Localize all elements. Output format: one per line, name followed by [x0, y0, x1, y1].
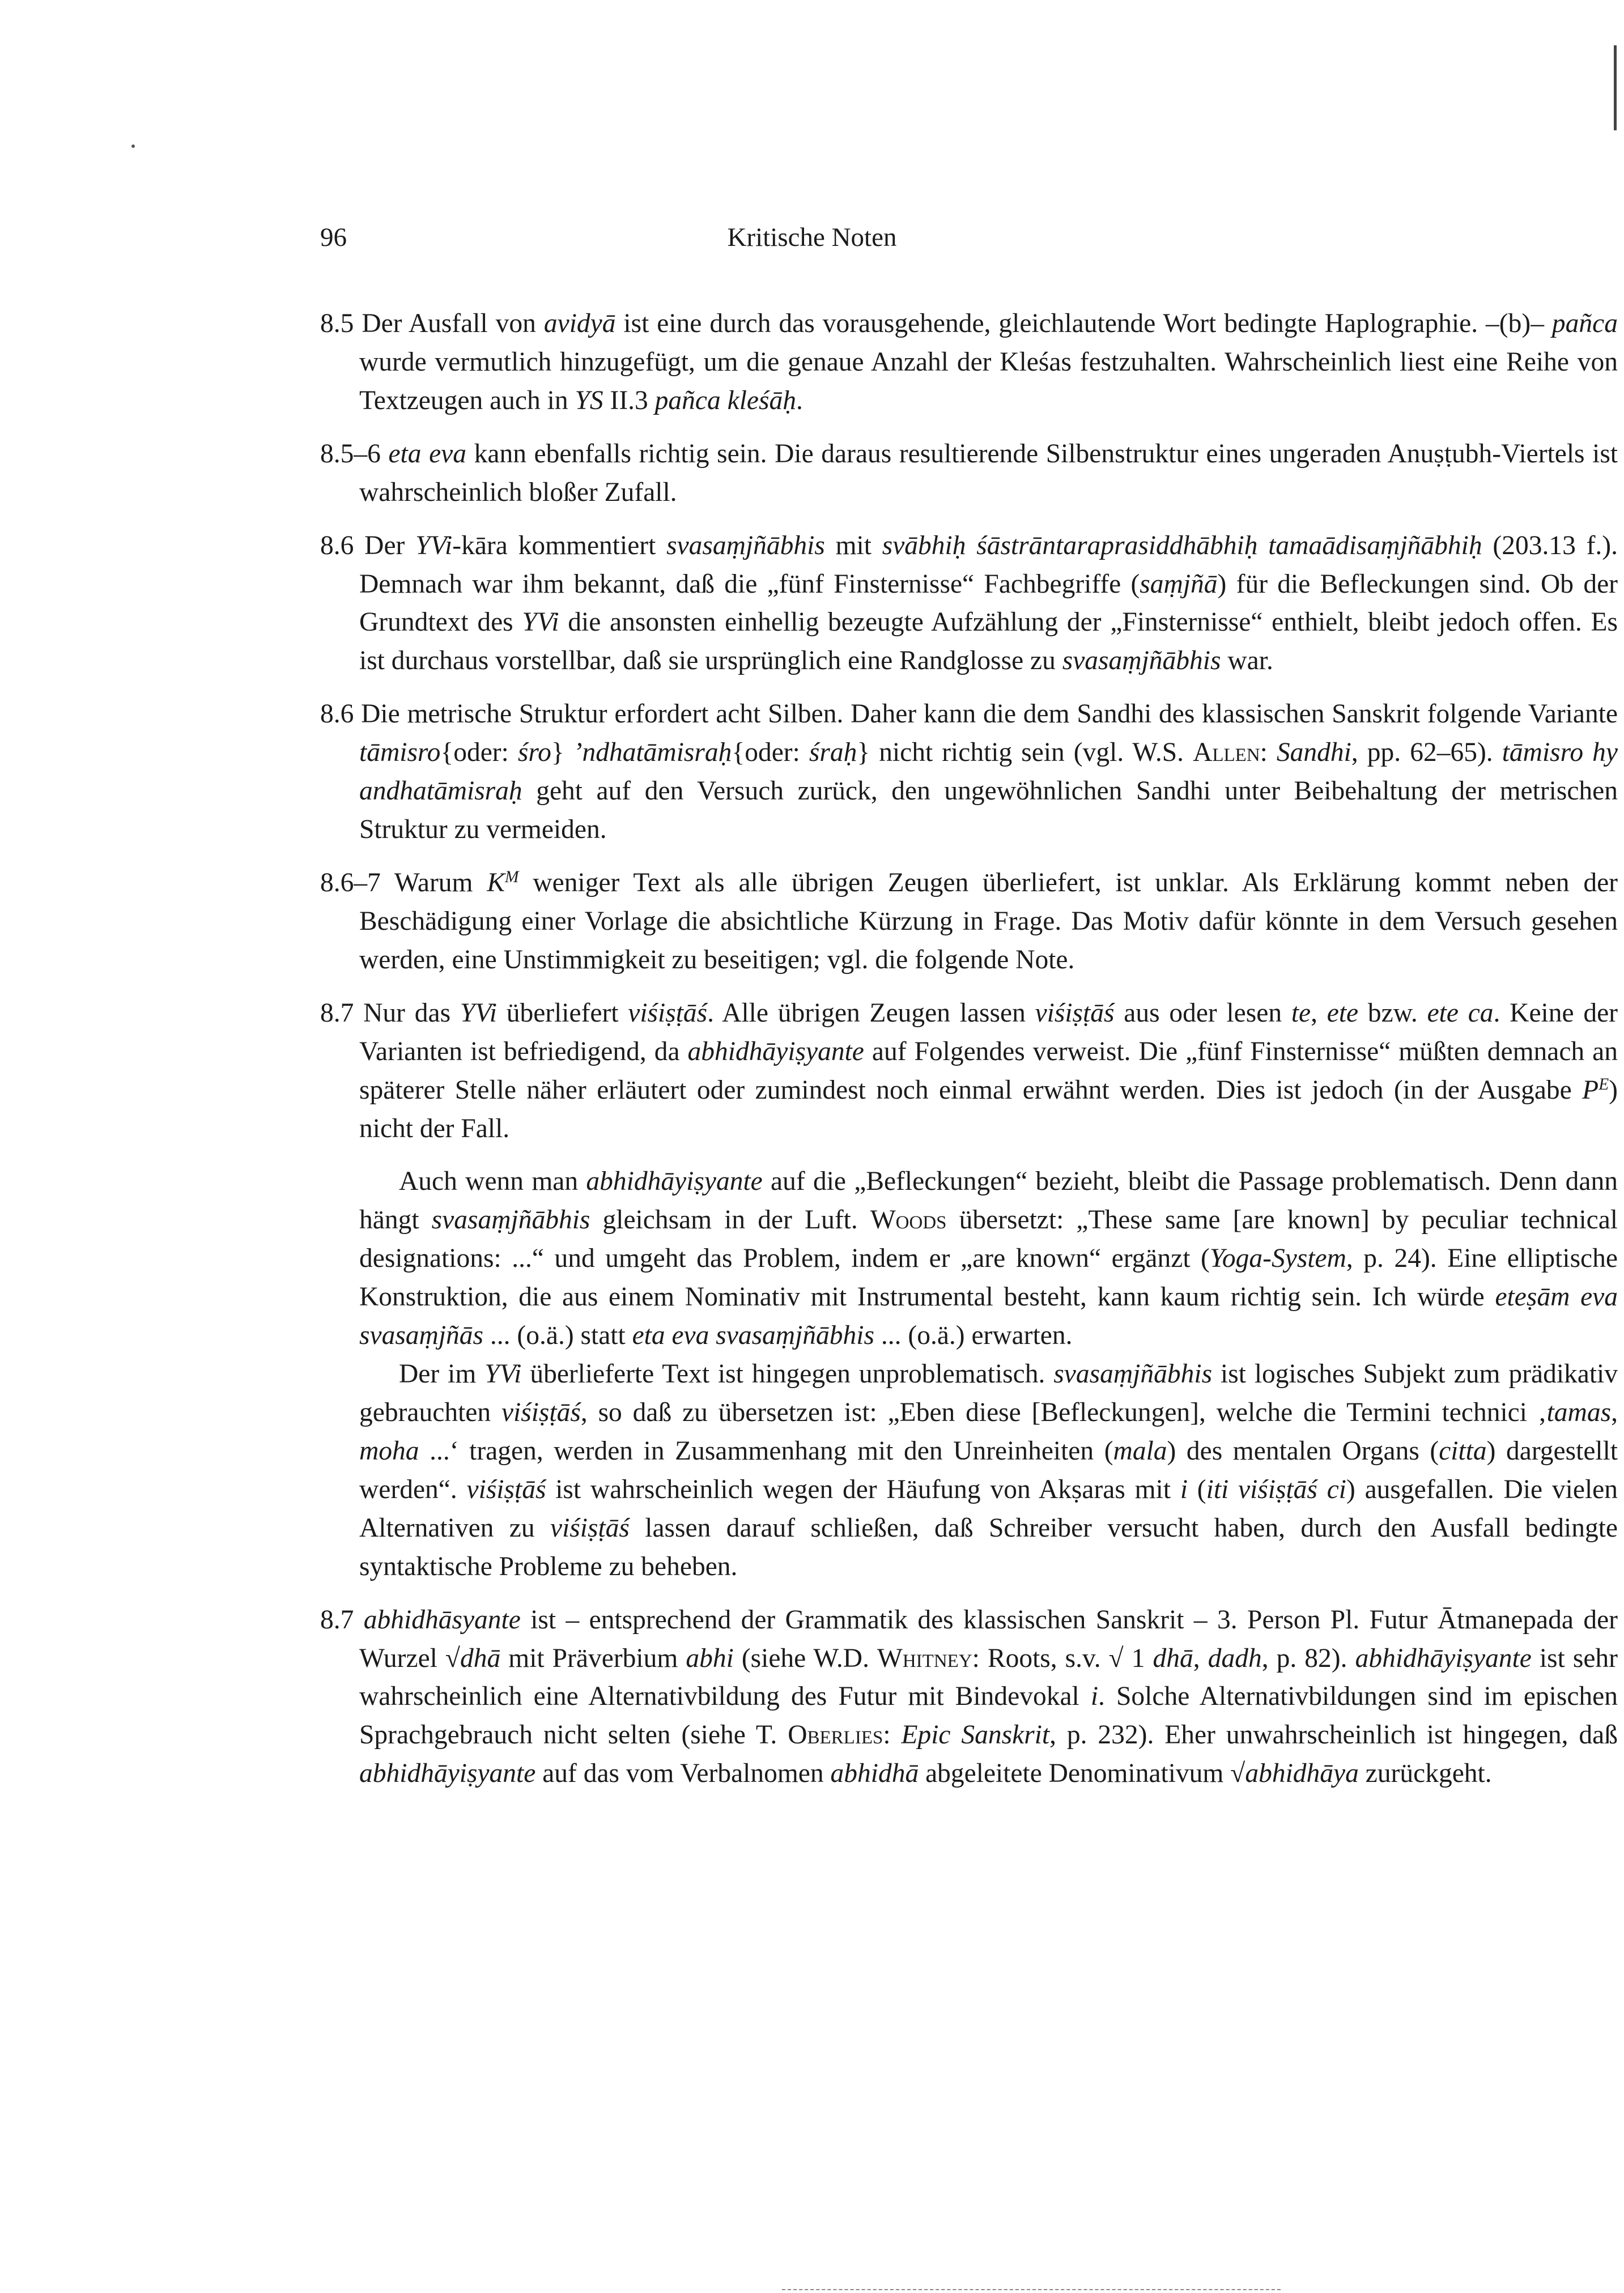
italic-term: abhidhāyiṣyante: [359, 1759, 536, 1789]
italic-term: ete: [1327, 998, 1359, 1028]
note-text: ist logisches Subjekt zum prädikativ gebrauchten: [359, 1359, 1618, 1427]
italic-term: pañca: [1551, 309, 1618, 338]
note-text: :: [1260, 738, 1277, 768]
note-continuation: [320, 1163, 1618, 1355]
note-text: Der im: [399, 1359, 485, 1389]
note-text: . Alle übrigen Zeugen lassen: [707, 998, 1035, 1028]
note-text: . Keine der Varianten ist befriedigend, da: [359, 998, 1618, 1066]
note-text: auf Folgendes verweist. Die „fünf Finsternisse“ müßten demnach an späterer Stelle näher erläutert oder zumindest noch einmal erwähnt werden. Dies ist jedoch (in der Ausgabe: [359, 1036, 1618, 1105]
note-text: geht auf den Versuch zurück, den ungewöhnlichen Sandhi unter Beibehaltung der metrischen Struktur zu vermeiden.: [359, 776, 1618, 845]
italic-term: tāmisro: [359, 738, 441, 768]
note-text: ,: [1611, 1397, 1618, 1427]
note-text: ... (o.ä.) erwarten.: [874, 1321, 1073, 1351]
note-text: Warum: [380, 867, 487, 897]
italic-term: K: [487, 867, 505, 897]
note-reference: 8.6: [320, 699, 354, 729]
italic-term: abhidhāyiṣyante: [1355, 1643, 1532, 1673]
note-text: ) nicht der Fall.: [359, 1075, 1618, 1143]
italic-term: viśiṣṭāś: [501, 1397, 581, 1427]
note-reference: 8.7: [320, 998, 354, 1028]
italic-term: dadh: [1208, 1643, 1262, 1673]
note-text: abgeleitete Denominativum √: [919, 1759, 1245, 1789]
author-name: Woods: [870, 1205, 947, 1235]
note-text: ...‘ tragen, werden in Zusammenhang mit den Unreinheiten (: [419, 1436, 1113, 1466]
italic-term: svasaṃjñābhis: [666, 530, 825, 560]
author-name: Allen: [1193, 738, 1260, 768]
note-reference: 8.6–7: [320, 867, 381, 897]
note-reference: 8.6: [320, 530, 354, 560]
note-text: lassen darauf schließen, daß Schreiber versucht haben, durch den Ausfall bedingte syntaktische Probleme zu beheben.: [359, 1513, 1618, 1581]
note-text: , p. 82).: [1261, 1643, 1355, 1673]
scan-bottom-edge: [782, 2289, 1281, 2291]
italic-term: citta: [1439, 1436, 1487, 1466]
note-entry: [320, 1601, 1618, 1794]
italic-term: abhi: [686, 1643, 734, 1673]
note-text: auf das vom Verbalnomen: [535, 1759, 831, 1789]
italic-term: tamas: [1546, 1397, 1612, 1427]
note-text: ist eine durch das vorausgehende, gleichlautende Wort bedingte Haplographie. –(b)–: [615, 309, 1552, 338]
note-text: }: [551, 738, 573, 768]
italic-term: te: [1291, 998, 1311, 1028]
note-text: (siehe W.D.: [733, 1643, 878, 1673]
note-text: (: [1188, 1474, 1206, 1504]
note-text: ist wahrscheinlich wegen der Häufung von Akṣaras mit: [546, 1474, 1180, 1504]
italic-term: moha: [359, 1436, 419, 1466]
italic-term: śro: [517, 738, 551, 768]
note-reference: 8.5–6: [320, 439, 381, 469]
note-text: wurde vermutlich hinzugefügt, um die genaue Anzahl der Kleśas festzuhalten. Wahrscheinlich liest eine Reihe von Textzeugen auch in: [359, 347, 1618, 415]
note-text: überlieferte Text ist hingegen unproblematisch.: [521, 1359, 1054, 1389]
note-text: {oder:: [440, 738, 518, 768]
italic-term: viśiṣṭāś: [550, 1513, 630, 1543]
italic-term: abhidhā: [830, 1759, 919, 1789]
critical-notes: [320, 305, 1618, 1808]
italic-term: dhā: [1153, 1643, 1193, 1673]
italic-term: Yoga-System: [1209, 1244, 1346, 1274]
note-text: ) für die Befleckungen sind. Ob der Grundtext des: [359, 569, 1618, 637]
italic-term: i: [1090, 1682, 1099, 1712]
note-text: ist – entsprechend der Grammatik des klassischen Sanskrit – 3. Person Pl. Futur Ātmanepada der Wurzel √: [359, 1605, 1618, 1673]
note-text: Der: [354, 530, 416, 560]
note-entry: [320, 435, 1618, 512]
scan-edge-mark: [1614, 45, 1617, 130]
italic-term: mala: [1113, 1436, 1167, 1466]
italic-term: Epic Sanskrit: [901, 1720, 1050, 1750]
italic-term: YVi: [484, 1359, 522, 1389]
note-text: , pp. 62–65).: [1351, 738, 1502, 768]
note-text: ... (o.ä.) statt: [483, 1321, 632, 1351]
note-text: , so daß zu übersetzen ist: „Eben diese [Befleckungen], welche die Termini technici ‚: [580, 1397, 1547, 1427]
italic-term: P: [1582, 1075, 1599, 1105]
siglum-superscript: M: [505, 867, 519, 886]
italic-term: abhidhāyiṣyante: [586, 1167, 763, 1197]
italic-term: viśiṣṭāś: [1035, 998, 1115, 1028]
note-text: auf die „Befleckungen“ bezieht, bleibt die Passage problematisch. Denn dann hängt: [359, 1167, 1618, 1235]
note-continuation: [320, 1355, 1618, 1586]
author-name: Oberlies: [788, 1720, 883, 1750]
italic-term: viśiṣṭāś: [466, 1474, 546, 1504]
italic-term: Sandhi: [1276, 738, 1351, 768]
note-entry: [320, 864, 1618, 980]
note-text: II.3: [603, 385, 655, 415]
note-text: } nicht richtig sein (vgl. W.S.: [857, 738, 1193, 768]
note-text: ,: [1193, 1643, 1208, 1673]
italic-term: ’ndhatāmisraḥ: [573, 738, 732, 768]
italic-term: ete ca: [1427, 998, 1494, 1028]
note-text: ,: [1311, 998, 1327, 1028]
note-text: gleichsam in der Luft.: [590, 1205, 870, 1235]
note-reference: 8.5: [320, 309, 354, 338]
note-text: Die metrische Struktur erfordert acht Silben. Daher kann die dem Sandhi des klassischen Sanskrit folgende Variante: [354, 699, 1618, 729]
siglum-superscript: E: [1599, 1075, 1609, 1094]
italic-term: eta eva: [388, 439, 467, 469]
note-text: ) ausgefallen. Die vielen Alternativen zu: [359, 1474, 1618, 1543]
italic-term: pañca kleśāḥ: [654, 385, 796, 415]
italic-term: abhidhāya: [1245, 1759, 1359, 1789]
note-text: mit Präverbium: [500, 1643, 686, 1673]
note-text: [381, 439, 389, 469]
note-text: . Solche Alternativbildungen sind im epischen Sprachgebrauch nicht selten (siehe T.: [359, 1682, 1618, 1750]
note-text: .: [796, 385, 803, 415]
italic-term: YS: [575, 385, 603, 415]
italic-term: avidyā: [543, 309, 616, 338]
note-text: Nur das: [354, 998, 460, 1028]
italic-term: svasaṃjñābhis: [1062, 646, 1221, 676]
note-text: (203.13 f.). Demnach war ihm bekannt, daß die „fünf Finsternisse“ Fachbegriffe (: [359, 530, 1618, 599]
note-text: ist sehr wahrscheinlich eine Alternativbildung des Futur mit Bindevokal: [359, 1643, 1618, 1712]
italic-term: abhidhāsyante: [363, 1605, 521, 1635]
italic-term: svasaṃjñābhis: [1053, 1359, 1213, 1389]
scan-speck: [131, 144, 135, 148]
note-text: ) dargestellt werden“.: [359, 1436, 1618, 1504]
italic-term: viśiṣṭāś: [628, 998, 708, 1028]
note-text: -kāra kommentiert: [452, 530, 667, 560]
note-entry: [320, 695, 1618, 849]
italic-term: svābhiḥ śāstrāntaraprasiddhābhiḥ tamaādisaṃjñābhiḥ: [882, 530, 1482, 560]
italic-term: eta eva svasaṃjñābhis: [632, 1321, 874, 1351]
italic-term: iti viśiṣṭāś ci: [1206, 1474, 1346, 1504]
italic-term: eteṣām eva svasaṃjñās: [359, 1282, 1618, 1351]
note-reference: 8.7: [320, 1605, 354, 1635]
italic-term: abhidhāyiṣyante: [687, 1036, 864, 1066]
note-text: bzw.: [1358, 998, 1427, 1028]
note-entry: [320, 305, 1618, 420]
note-text: zurückgeht.: [1358, 1759, 1492, 1789]
note-text: :: [883, 1720, 902, 1750]
running-head: Kritische Noten: [727, 223, 897, 252]
note-text: : Roots, s.v. √ 1: [972, 1643, 1153, 1673]
italic-term: tāmisro hy andhatāmisraḥ: [359, 738, 1618, 806]
italic-term: svasaṃjñābhis: [431, 1205, 590, 1235]
note-text: Der Ausfall von: [354, 309, 544, 338]
italic-term: śraḥ: [809, 738, 857, 768]
note-text: kann ebenfalls richtig sein. Die daraus resultierende Silbenstruktur eines ungeraden Anuṣṭubh-Viertels ist wahrscheinlich bloßer Zufall.: [359, 439, 1618, 507]
italic-term: YVi: [522, 607, 559, 637]
note-text: die ansonsten einhellig bezeugte Aufzählung der „Finsternisse“ enthielt, bleibt jedoch offen. Es ist durchaus vorstellbar, daß sie ursprünglich eine Randglosse zu: [359, 607, 1618, 676]
note-text: , p. 232). Eher unwahrscheinlich ist hingegen, daß: [1049, 1720, 1618, 1750]
note-text: [354, 1605, 363, 1635]
note-text: war.: [1221, 646, 1273, 676]
note-text: übersetzt: „These same [are known] by peculiar technical designations: ...“ und umgeht das Problem, indem er „are known“ ergänzt (: [359, 1205, 1618, 1274]
italic-term: i: [1180, 1474, 1188, 1504]
italic-term: YVi: [460, 998, 497, 1028]
note-text: weniger Text als alle übrigen Zeugen überliefert, ist unklar. Als Erklärung kommt neben der Beschädigung einer Vorlage die absichtliche Kürzung in Frage. Das Motiv dafür könnte in dem Versuch gesehen werden, eine Unstimmigkeit zu beseitigen; vgl. die folgende Note.: [359, 867, 1618, 975]
italic-term: dhā: [460, 1643, 501, 1673]
note-text: ) des mentalen Organs (: [1167, 1436, 1439, 1466]
page-number: 96: [320, 223, 347, 252]
italic-term: YVi: [415, 530, 453, 560]
italic-term: saṃjñā: [1140, 569, 1218, 599]
note-text: , p. 24). Eine elliptische Konstruktion, die aus einem Nominativ mit Instrumental besteht, kann kaum richtig sein. Ich würde: [359, 1244, 1618, 1312]
note-text: Auch wenn man: [399, 1167, 586, 1197]
note-text: aus oder lesen: [1114, 998, 1291, 1028]
note-text: {oder:: [732, 738, 809, 768]
author-name: Whitney: [877, 1643, 972, 1673]
note-text: überliefert: [496, 998, 628, 1028]
note-entry: [320, 994, 1618, 1148]
note-text: mit: [824, 530, 882, 560]
note-entry: [320, 527, 1618, 681]
